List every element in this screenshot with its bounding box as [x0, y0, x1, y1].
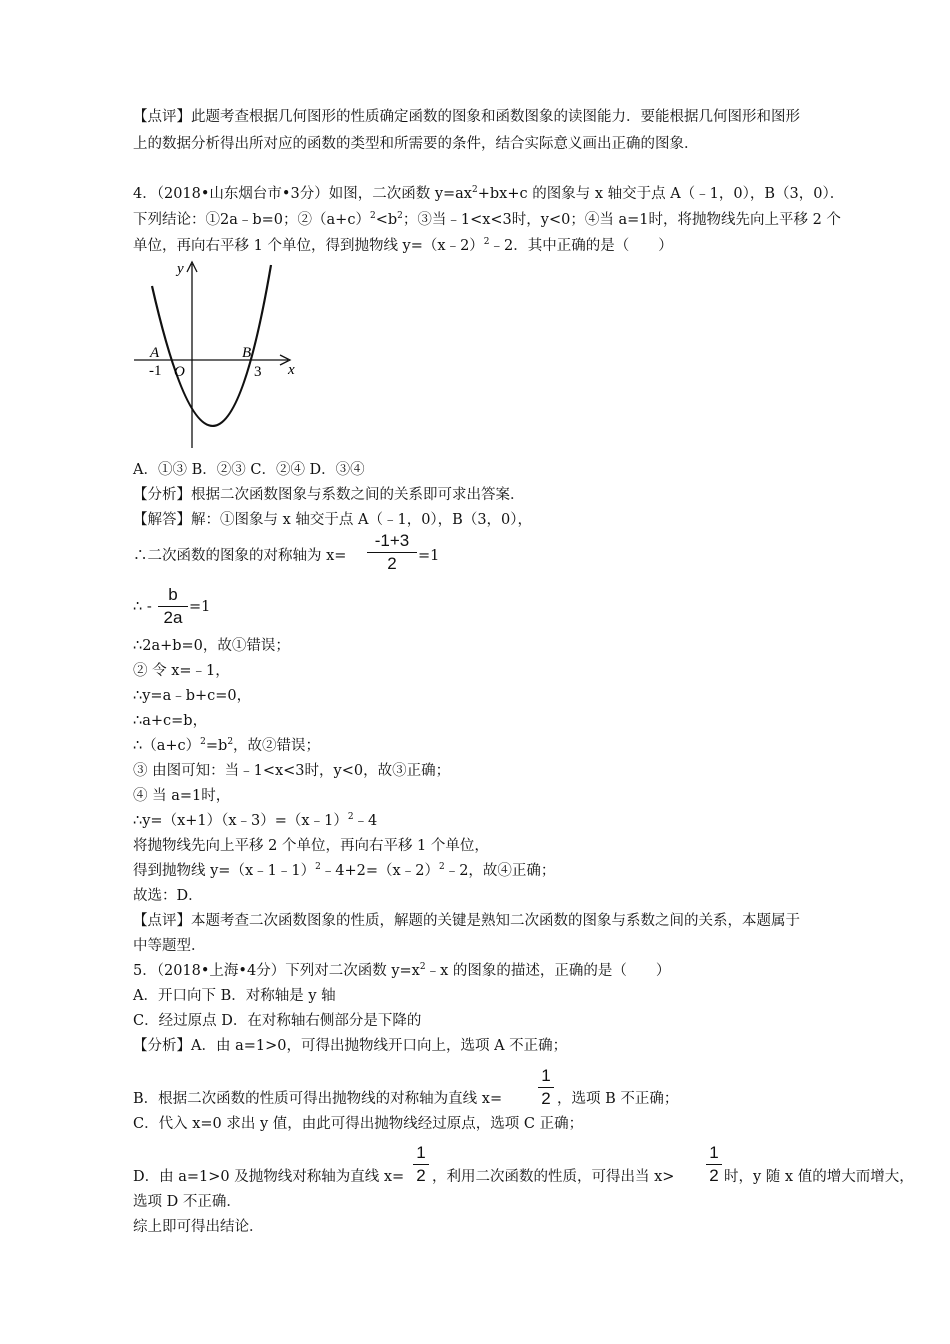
- q4-step-5: $\therefore(a+c)^2=b^2$，故②错误；: [133, 737, 321, 754]
- q4-stem-line-1: 4．（2018•山东烟台市•3分）如图，二次函数 $y=ax^2+bx+c$ 的图象与 x 轴交于点 A（﹣1，0），B（3，0）．: [133, 185, 845, 202]
- q5-analysis-d-mid: ，利用二次函数的性质，可得出当 x>: [432, 1169, 675, 1185]
- q4-step-6: ③ 由图可知：当﹣1<x<3时，y<0，故③正确；: [133, 763, 451, 779]
- q4-review-line-2: 中等题型．: [133, 938, 206, 954]
- q4-b-suffix: =1: [189, 599, 211, 615]
- point-b-label: B: [242, 345, 252, 361]
- q4-b-line: ∴ -: [133, 599, 152, 615]
- q4-step-1: ∴2a+b=0，故①错误；: [133, 638, 290, 654]
- review-line-2: 上的数据分析得出所对应的函数的类型和所需要的条件，结合实际意义画出正确的图象．: [133, 136, 699, 152]
- q5-analysis-c: C．代入 x=0 求出 y 值，由此可得出抛物线经过原点，选项 C 正确；: [133, 1116, 584, 1132]
- q4-step-3: ∴y=a﹣b+c=0，: [133, 688, 252, 704]
- review-line-1: 【点评】此题考查根据几何图形的性质确定函数的图象和函数图象的读图能力．要能根据几何图形和图形: [133, 109, 800, 125]
- q5-analysis-a: 【分析】A．由 a=1>0，可得出抛物线开口向上，选项 A 不正确；: [133, 1038, 568, 1054]
- axis-fraction: -1+3 2: [367, 531, 417, 574]
- q5-conclusion: 综上即可得出结论．: [133, 1219, 264, 1235]
- q4-axis-suffix: =1: [418, 548, 440, 564]
- tick-neg1-label: -1: [149, 363, 162, 379]
- q5-analysis-b-suffix: ，选项 B 不正确；: [557, 1091, 679, 1107]
- q5-analysis-e: 选项 D 不正确．: [133, 1194, 241, 1210]
- q4-step-8: ∴y=（x+1）（x﹣3）=（x﹣1）$^2$﹣4: [133, 812, 378, 829]
- q5-options-1: A．开口向下 B．对称轴是 y 轴: [133, 988, 336, 1004]
- q5-analysis-d-suffix: 时，y 随 x 值的增大而增大，: [724, 1169, 914, 1185]
- half-fraction-b: 1 2: [538, 1066, 554, 1109]
- half-fraction-d1: 1 2: [413, 1143, 429, 1186]
- q4-step-7: ④ 当 a=1时，: [133, 788, 231, 804]
- point-a-label: A: [150, 345, 160, 361]
- q4-step-2: ② 令 x=﹣1，: [133, 663, 230, 679]
- b-over-2a-fraction: b 2a: [158, 585, 188, 628]
- q4-review-line-1: 【点评】本题考查二次函数图象的性质，解题的关键是熟知二次函数的图象与系数之间的关系，本题属于: [133, 913, 800, 929]
- x-label: x: [288, 362, 295, 378]
- q4-options: A．①③ B．②③ C．②④ D．③④: [133, 462, 365, 478]
- q4-analysis: 【分析】根据二次函数图象与系数之间的关系即可求出答案．: [133, 487, 525, 503]
- q4-answer: 故选：D．: [133, 888, 203, 904]
- q4-axis-line: ∴二次函数的图象的对称轴为 x=: [133, 548, 347, 564]
- q4-step-9: 将抛物线先向上平移 2 个单位，再向右平移 1 个单位，: [133, 838, 489, 854]
- q5-analysis-d: D．由 a=1>0 及抛物线对称轴为直线 x=: [133, 1169, 405, 1185]
- half-fraction-d2: 1 2: [706, 1143, 722, 1186]
- q5-options-2: C．经过原点 D．在对称轴右侧部分是下降的: [133, 1013, 422, 1029]
- q4-stem-line-2: 下列结论：①2a﹣b=0；$②(a+c)^2<b^2$；③当﹣1<x<3时，y<0；④当 a=1时，将抛物线先向上平移 2 个: [133, 211, 841, 228]
- tick-3-label: 3: [254, 364, 262, 380]
- q5-stem: 5．（2018•上海•4分）下列对二次函数 $y=x^2﹣x$ 的图象的描述，正确的是（ ）: [133, 962, 671, 979]
- q4-stem-line-3: 单位，再向右平移 1 个单位，得到抛物线 y=（x﹣2）$^2$﹣2．其中正确的是（ ）: [133, 237, 673, 254]
- q5-analysis-b: B．根据二次函数的性质可得出抛物线的对称轴为直线 x=: [133, 1091, 503, 1107]
- q4-step-4: ∴a+c=b，: [133, 713, 208, 729]
- parabola-curve: [152, 265, 271, 426]
- y-label: y: [177, 261, 184, 277]
- origin-label: O: [174, 364, 185, 380]
- q4-solution: 【解答】解：①图象与 x 轴交于点 A（﹣1，0），B（3，0），: [133, 512, 533, 528]
- q4-step-10: 得到抛物线 y=（x﹣1﹣1）$^2$﹣4+2=（x﹣2）$^2$﹣2，故④正确；: [133, 862, 556, 879]
- parabola-figure: [130, 258, 300, 454]
